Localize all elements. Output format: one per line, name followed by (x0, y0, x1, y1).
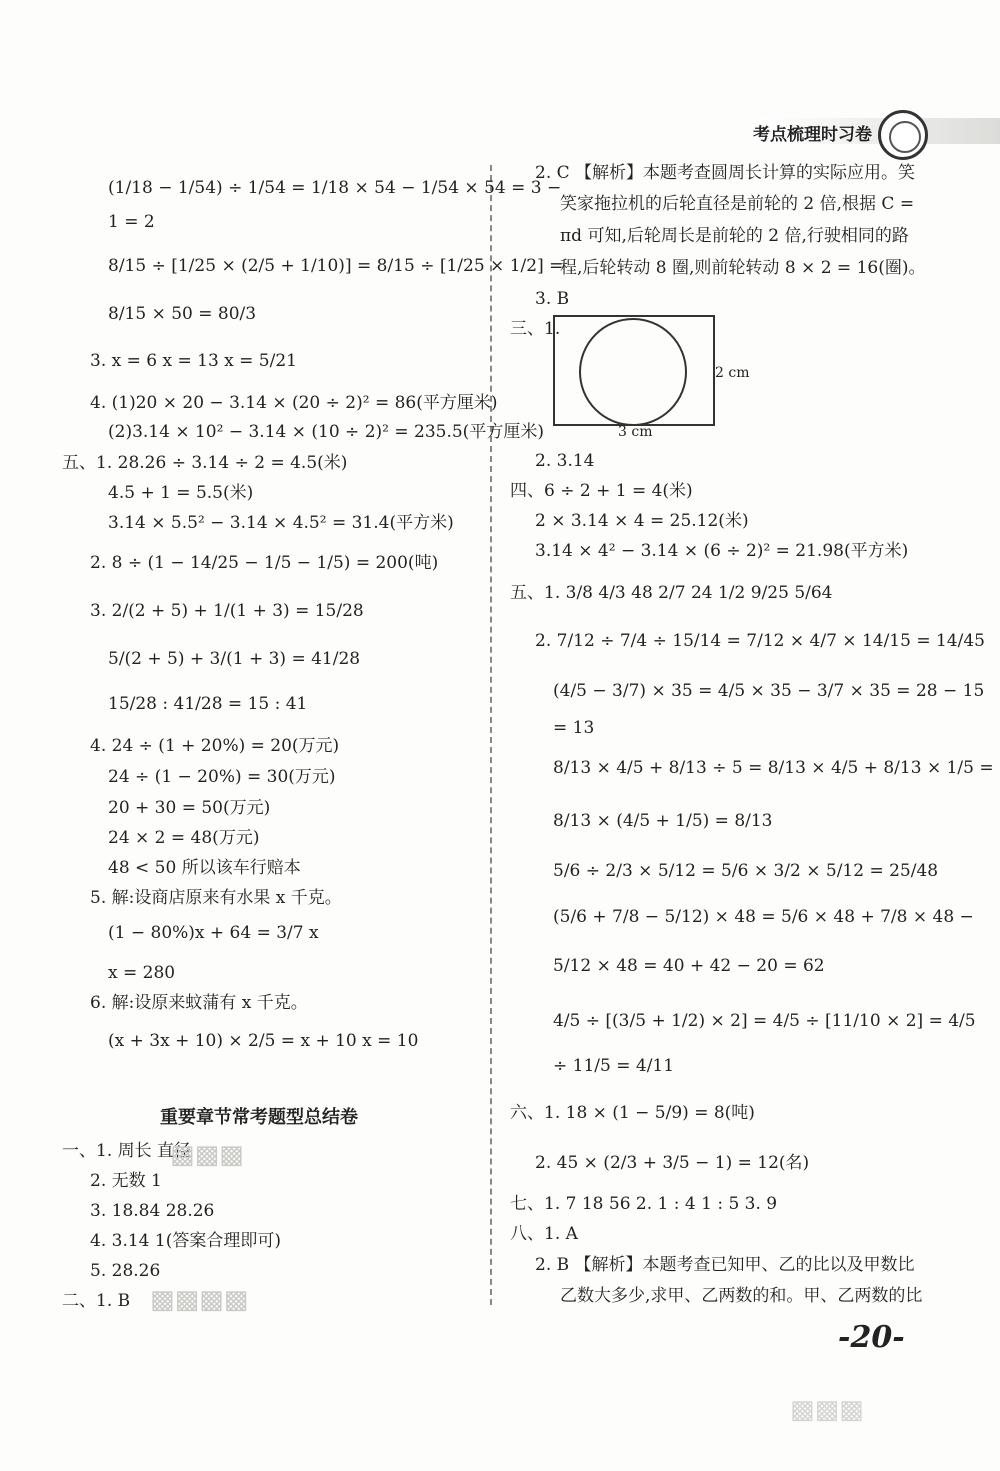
left-line-29: 5. 28.26 (90, 1261, 161, 1281)
right-line-21: 4/5 ÷ [(3/5 + 1/2) × 2] = 4/5 ÷ [11/10 × 2] = 4/5 (553, 1011, 976, 1031)
circle-figure (579, 318, 687, 426)
left-line-4: 3. x = 6 x = 13 x = 5/21 (90, 351, 297, 371)
header-bar (700, 118, 880, 144)
right-line-3: 程,后轮转动 8 圈,则前轮转动 8 × 2 = 16(圈)。 (560, 258, 926, 278)
right-line-24: 2. 45 × (2/3 + 3/5 − 1) = 12(名) (535, 1153, 810, 1173)
left-line-10: 2. 8 ÷ (1 − 14/25 − 1/5 − 1/5) = 200(吨) (90, 553, 439, 573)
rectangle-figure (553, 315, 715, 426)
column-divider (490, 165, 492, 1305)
right-line-9: 四、6 ÷ 2 + 1 = 4(米) (510, 481, 693, 501)
left-line-18: 48 < 50 所以该车行赔本 (108, 858, 301, 878)
left-line-3: 8/15 × 50 = 80/3 (108, 304, 257, 324)
left-line-25: 一、1. 周长 直径 (62, 1141, 192, 1161)
left-line-6: (2)3.14 × 10² − 3.14 × (10 ÷ 2)² = 235.5(平方厘米) (108, 422, 544, 442)
left-line-8: 4.5 + 1 = 5.5(米) (108, 483, 254, 503)
right-line-23: 六、1. 18 × (1 − 5/9) = 8(吨) (510, 1103, 755, 1123)
left-line-16: 20 + 30 = 50(万元) (108, 798, 271, 818)
right-line-10: 2 × 3.14 × 4 = 25.12(米) (535, 511, 749, 531)
left-line-11: 3. 2/(2 + 5) + 1/(1 + 3) = 15/28 (90, 601, 364, 621)
left-line-1: 1 = 2 (108, 212, 155, 232)
left-line-20: (1 − 80%)x + 64 = 3/7 x (108, 923, 319, 943)
right-line-13: 2. 7/12 ÷ 7/4 ÷ 15/14 = 7/12 × 4/7 × 14/15 = 14/45 (535, 631, 985, 651)
right-line-14: (4/5 − 3/7) × 35 = 4/5 × 35 − 3/7 × 35 = 28 − 15 (553, 681, 985, 701)
left-line-22: 6. 解:设原来蚊蒲有 x 千克。 (90, 993, 308, 1013)
watermark-logo: ▩▩▩ (790, 1395, 864, 1425)
right-line-19: (5/6 + 7/8 − 5/12) × 48 = 5/6 × 48 + 7/8 × 48 − (553, 907, 974, 927)
page-number: -20- (838, 1320, 905, 1355)
left-line-15: 24 ÷ (1 − 20%) = 30(万元) (108, 767, 336, 787)
left-line-30: 二、1. B (62, 1291, 131, 1311)
right-line-8: 2. 3.14 (535, 451, 595, 471)
right-line-5: 三、1. (510, 319, 561, 339)
left-line-14: 4. 24 ÷ (1 + 20%) = 20(万元) (90, 736, 340, 756)
right-line-2: πd 可知,后轮周长是前轮的 2 倍,行驶相同的路 (560, 226, 909, 246)
section-title: 重要章节常考题型总结卷 (160, 1107, 358, 1128)
right-line-4: 3. B (535, 289, 570, 309)
watermark-stamp: ▩▩▩ (170, 1140, 244, 1170)
right-line-15: = 13 (553, 718, 595, 738)
left-line-13: 15/28 : 41/28 = 15 : 41 (108, 694, 308, 714)
right-line-28: 乙数大多少,求甲、乙两数的和。甲、乙两数的比 (560, 1286, 923, 1306)
right-line-22: ÷ 11/5 = 4/11 (553, 1056, 675, 1076)
right-line-12: 五、1. 3/8 4/3 48 2/7 24 1/2 9/25 5/64 (510, 583, 833, 603)
right-line-25: 七、1. 7 18 56 2. 1 : 4 1 : 5 3. 9 (510, 1194, 778, 1214)
right-line-20: 5/12 × 48 = 40 + 42 − 20 = 62 (553, 956, 825, 976)
left-line-21: x = 280 (108, 963, 176, 983)
watermark-stamp-2: ▩▩▩▩ (150, 1285, 249, 1315)
right-line-16: 8/13 × 4/5 + 8/13 ÷ 5 = 8/13 × 4/5 + 8/13 × 1/5 = (553, 758, 994, 778)
left-line-0: (1/18 − 1/54) ÷ 1/54 = 1/18 × 54 − 1/54 × 54 = 3 − (108, 178, 562, 198)
right-line-1: 笑家拖拉机的后轮直径是前轮的 2 倍,根据 C = (560, 194, 915, 214)
left-line-23: (x + 3x + 10) × 2/5 = x + 10 x = 10 (108, 1031, 419, 1051)
left-line-9: 3.14 × 5.5² − 3.14 × 4.5² = 31.4(平方米) (108, 513, 454, 533)
publisher-logo-icon (878, 110, 928, 160)
right-line-18: 5/6 ÷ 2/3 × 5/12 = 5/6 × 3/2 × 5/12 = 25/48 (553, 861, 939, 881)
width-label: 3 cm (618, 424, 653, 440)
right-line-26: 八、1. A (510, 1224, 578, 1244)
left-line-12: 5/(2 + 5) + 3/(1 + 3) = 41/28 (108, 649, 361, 669)
right-line-0: 2. C 【解析】本题考查圆周长计算的实际应用。笑 (535, 163, 916, 183)
left-line-2: 8/15 ÷ [1/25 × (2/5 + 1/10)] = 8/15 ÷ [1/25 × 1/2] = (108, 256, 564, 276)
left-line-7: 五、1. 28.26 ÷ 3.14 ÷ 2 = 4.5(米) (62, 453, 348, 473)
left-line-26: 2. 无数 1 (90, 1171, 162, 1191)
left-line-17: 24 × 2 = 48(万元) (108, 828, 260, 848)
right-line-17: 8/13 × (4/5 + 1/5) = 8/13 (553, 811, 773, 831)
left-line-19: 5. 解:设商店原来有水果 x 千克。 (90, 888, 342, 908)
left-line-27: 3. 18.84 28.26 (90, 1201, 215, 1221)
right-line-27: 2. B 【解析】本题考查已知甲、乙的比以及甲数比 (535, 1255, 915, 1275)
height-label: 2 cm (715, 365, 750, 381)
right-line-11: 3.14 × 4² − 3.14 × (6 ÷ 2)² = 21.98(平方米) (535, 541, 909, 561)
left-line-28: 4. 3.14 1(答案合理即可) (90, 1231, 281, 1251)
header-title: 考点梳理时习卷 (753, 125, 872, 145)
left-line-5: 4. (1)20 × 20 − 3.14 × (20 ÷ 2)² = 86(平方厘米) (90, 393, 498, 413)
